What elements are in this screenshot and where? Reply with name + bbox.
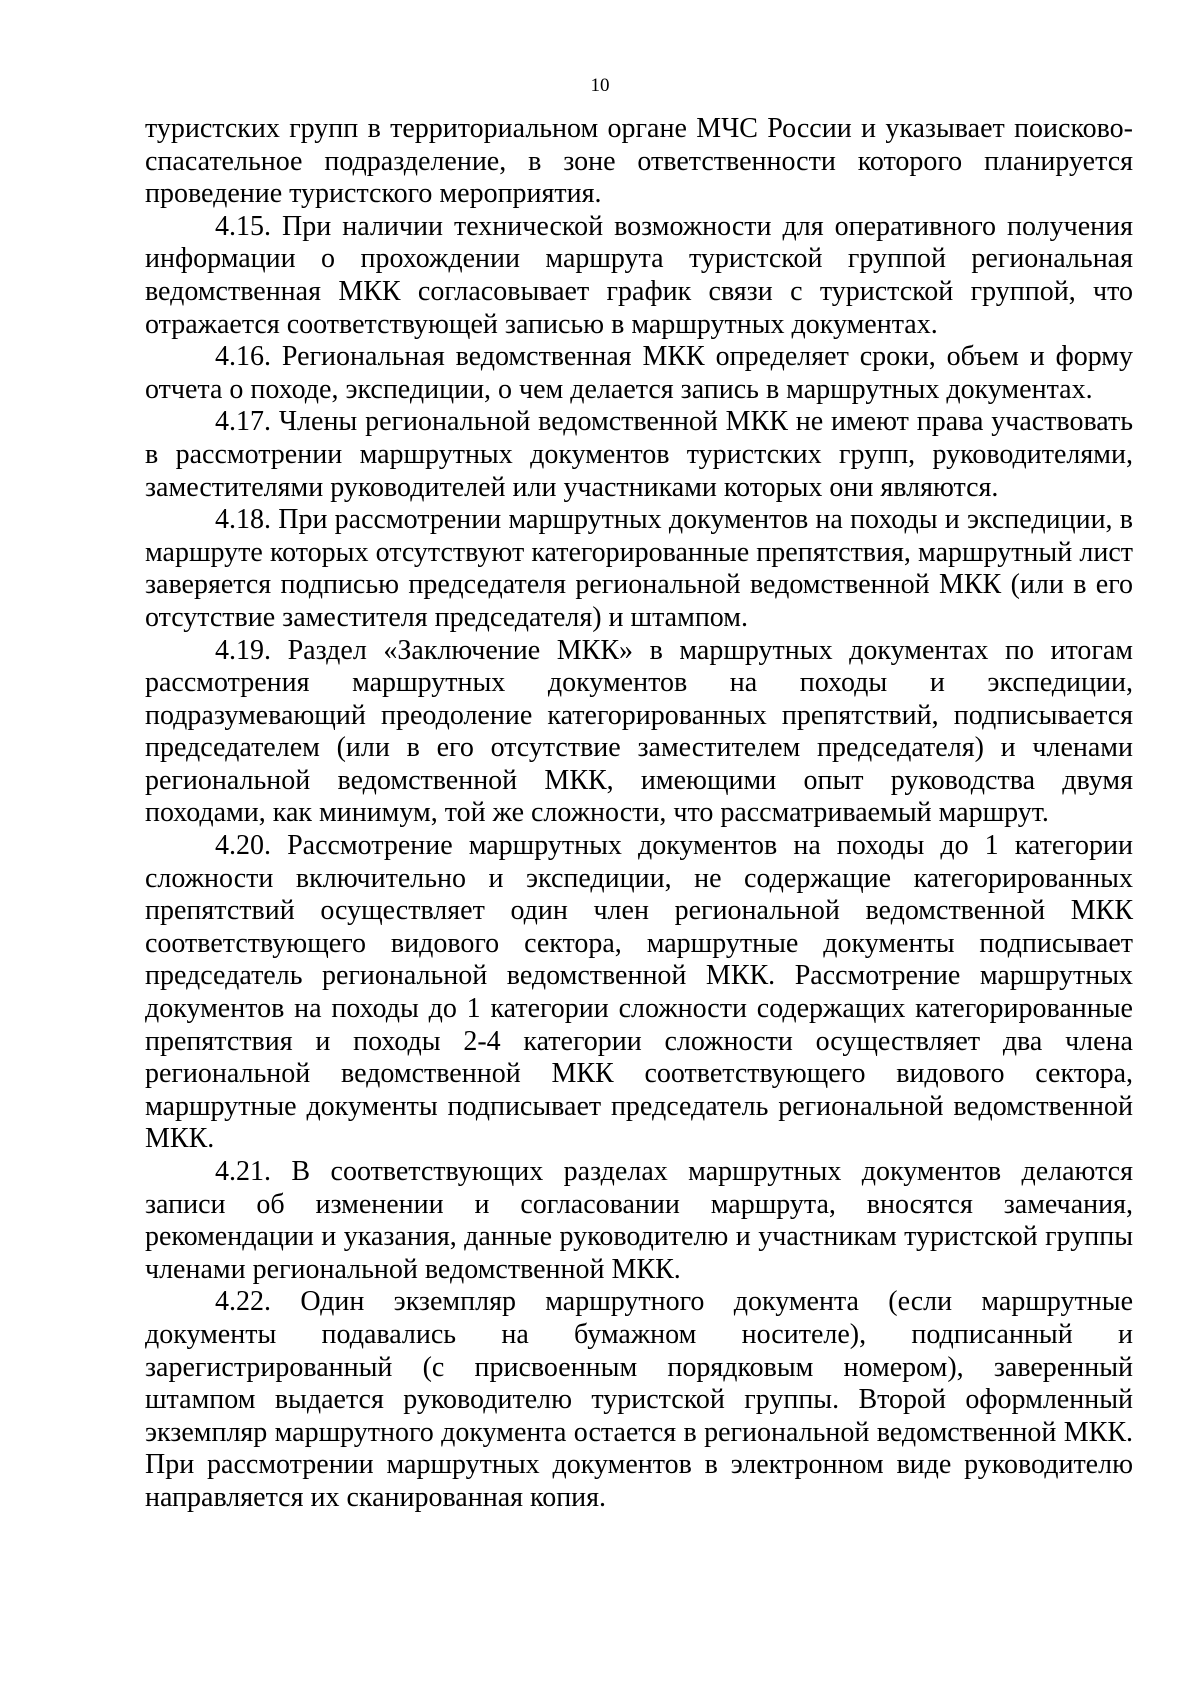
paragraph-text: При наличии технической возможности для оперативного получения информации о прохождении маршрута туристской группой региональная ведомственная МКК согласовывает график связи с туристской группой, что отражается соответствующей записью в маршрутных документах. [145, 210, 1133, 340]
paragraph-number: 4.22. [215, 1286, 271, 1318]
paragraph-4-20 [145, 830, 1133, 1156]
paragraph-4-18 [145, 504, 1133, 634]
continuation-paragraph: туристских групп в территориальном органе МЧС России и указывает поисково-спасательное подразделение, в зоне ответственности которого планируется проведение туристского мероприятия. [145, 113, 1133, 210]
paragraph-4-21 [145, 1156, 1133, 1286]
paragraph-text: В соответствующих разделах маршрутных документов делаются записи об изменении и согласовании маршрута, вносятся замечания, рекомендации и указания, данные руководителю и участникам туристской группы членами региональной ведомственной МКК. [145, 1156, 1133, 1285]
paragraph-number: 4.21. [215, 1156, 271, 1187]
paragraph-number: 4.17. [215, 406, 271, 438]
paragraph-text: Раздел «Заключение МКК» в маршрутных документах по итогам рассмотрения маршрутных документов на походы и экспедиции, подразумевающий преодоление категорированных препятствий, подписывается председателем (или в его отсутствие заместителем председателя) и членами региональной ведомственной МКК, имеющими опыт руководства двумя походами, как минимум, той же сложности, что рассматриваемый маршрут. [145, 634, 1134, 829]
paragraph-4-22 [145, 1286, 1133, 1514]
paragraph-text: Один экземпляр маршрутного документа (если маршрутные документы подавались на бумажном носителе), подписанный и зарегистрированный (с присвоенным порядковым номером), заверенный штампом выдается руководителю туристской группы. Второй оформленный экземпляр маршрутного документа остается в региональной ведомственной МКК. При рассмотрении маршрутных документов в электронном виде руководителю направляется их сканированная копия. [145, 1286, 1134, 1513]
page-number: 10 [590, 75, 610, 96]
paragraph-4-16 [145, 341, 1133, 406]
paragraph-text: Рассмотрение маршрутных документов на походы до 1 категории сложности включительно и экспедиции, не содержащие категорированных препятствий осуществляет один член региональной ведомственной МКК соответствующего видового сектора, маршрутные документы подписывает председатель региональной ведомственной МКК. Рассмотрение маршрутных документов на походы до 1 категории сложности содержащих категорированные препятствия и походы 2-4 категории сложности осуществляет два члена региональной ведомственной МКК соответствующего видового сектора, маршрутные документы подписывает председатель региональной ведомственной МКК. [145, 830, 1133, 1155]
paragraph-number: 4.20. [215, 830, 271, 862]
paragraph-4-19 [145, 635, 1133, 831]
paragraph-text: При рассмотрении маршрутных документов на походы и экспедиции, в маршруте которых отсутствуют категорированные препятствия, маршрутный лист заверяется подписью председателя региональной ведомственной МКК (или в его отсутствие заместителя председателя) и штампом. [145, 504, 1134, 633]
paragraph-4-15 [145, 211, 1133, 341]
paragraph-number: 4.18. [215, 504, 271, 536]
paragraph-text: Региональная ведомственная МКК определяет сроки, объем и форму отчета о походе, экспедиции, о чем делается запись в маршрутных документах. [145, 341, 1134, 405]
document-body [145, 113, 1133, 1515]
paragraph-text: Члены региональной ведомственной МКК не имеют права участвовать в рассмотрении маршрутных документов туристских групп, руководителями, заместителями руководителей или участниками которых они являются. [145, 406, 1134, 503]
paragraph-number: 4.19. [215, 634, 271, 666]
paragraph-4-17 [145, 406, 1133, 504]
paragraph-number: 4.15. [215, 210, 271, 242]
paragraph-number: 4.16. [215, 341, 271, 373]
